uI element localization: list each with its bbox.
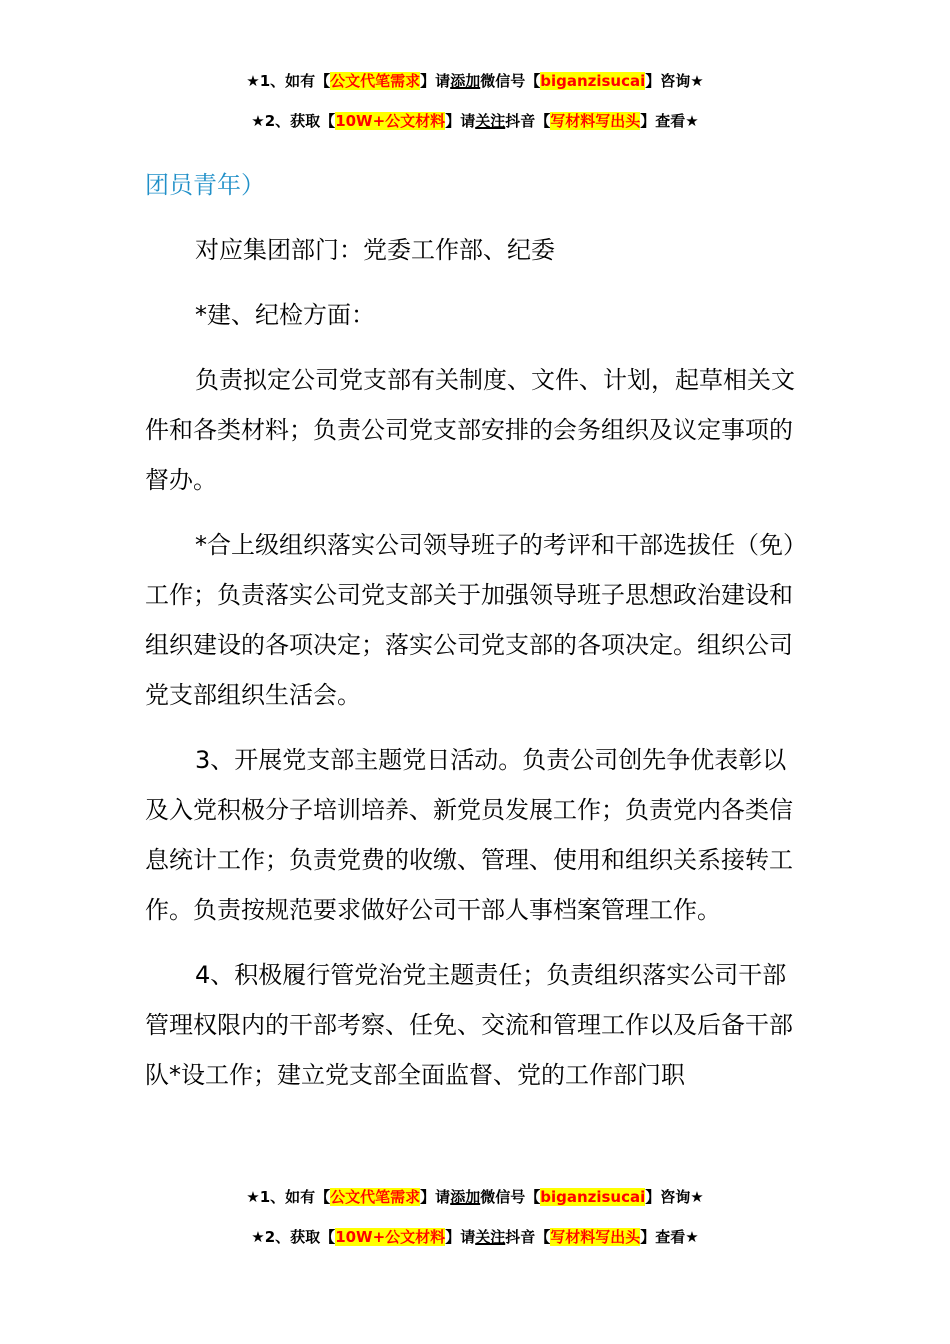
paragraph-section-title: *建、纪检方面： (195, 301, 375, 329)
highlight-wechat-id: biganzisucai (540, 72, 646, 90)
emphasis-add: 添加 (450, 72, 481, 90)
emphasis-add: 添加 (450, 1188, 481, 1206)
document-body (145, 225, 810, 1100)
emphasis-follow: 关注 (475, 1228, 506, 1246)
section-heading: 团员青年） (145, 171, 265, 199)
footer-banner-line-2: ★2、获取【10W+公文材料】请关注抖音【写材料写出头】查看★ (251, 1228, 699, 1246)
paragraph-duty-4: 4、积极履行管党治党主题责任；负责组织落实公司干部管理权限内的干部考察、任免、交流和管理工作以及后备干部队*设工作；建立党支部全面监督、党的工作部门职 (145, 961, 793, 1089)
highlight-douyin-id: 写材料写出头 (550, 1228, 641, 1246)
paragraph-duty-1: 负责拟定公司党支部有关制度、文件、计划，起草相关文件和各类材料；负责公司党支部安排的会务组织及议定事项的督办。 (145, 366, 795, 494)
paragraph-duty-3: 3、开展党支部主题党日活动。负责公司创先争优表彰以及入党积极分子培训培养、新党员发展工作；负责党内各类信息统计工作；负责党费的收缴、管理、使用和组织关系接转工作。负责按规范要求做好公司干部人事档案管理工作。 (145, 746, 793, 924)
header-banner-line-1: ★1、如有【公文代笔需求】请添加微信号【biganzisucai】咨询★ (246, 72, 704, 90)
highlight-service: 公文代笔需求 (330, 1188, 421, 1206)
footer-banner-line-1: ★1、如有【公文代笔需求】请添加微信号【biganzisucai】咨询★ (246, 1188, 704, 1206)
paragraph-department: 对应集团部门：党委工作部、纪委 (195, 236, 555, 264)
highlight-wechat-id: biganzisucai (540, 1188, 646, 1206)
highlight-materials: 10W+公文材料 (335, 1228, 446, 1246)
highlight-douyin-id: 写材料写出头 (550, 112, 641, 130)
highlight-materials: 10W+公文材料 (335, 112, 446, 130)
highlight-service: 公文代笔需求 (330, 72, 421, 90)
header-banner-line-2: ★2、获取【10W+公文材料】请关注抖音【写材料写出头】查看★ (251, 112, 699, 130)
paragraph-duty-2: *合上级组织落实公司领导班子的考评和干部选拔任（免）工作；负责落实公司党支部关于加强领导班子思想政治建设和组织建设的各项决定；落实公司党支部的各项决定。组织公司党支部组织生活会。 (145, 531, 807, 709)
emphasis-follow: 关注 (475, 112, 506, 130)
